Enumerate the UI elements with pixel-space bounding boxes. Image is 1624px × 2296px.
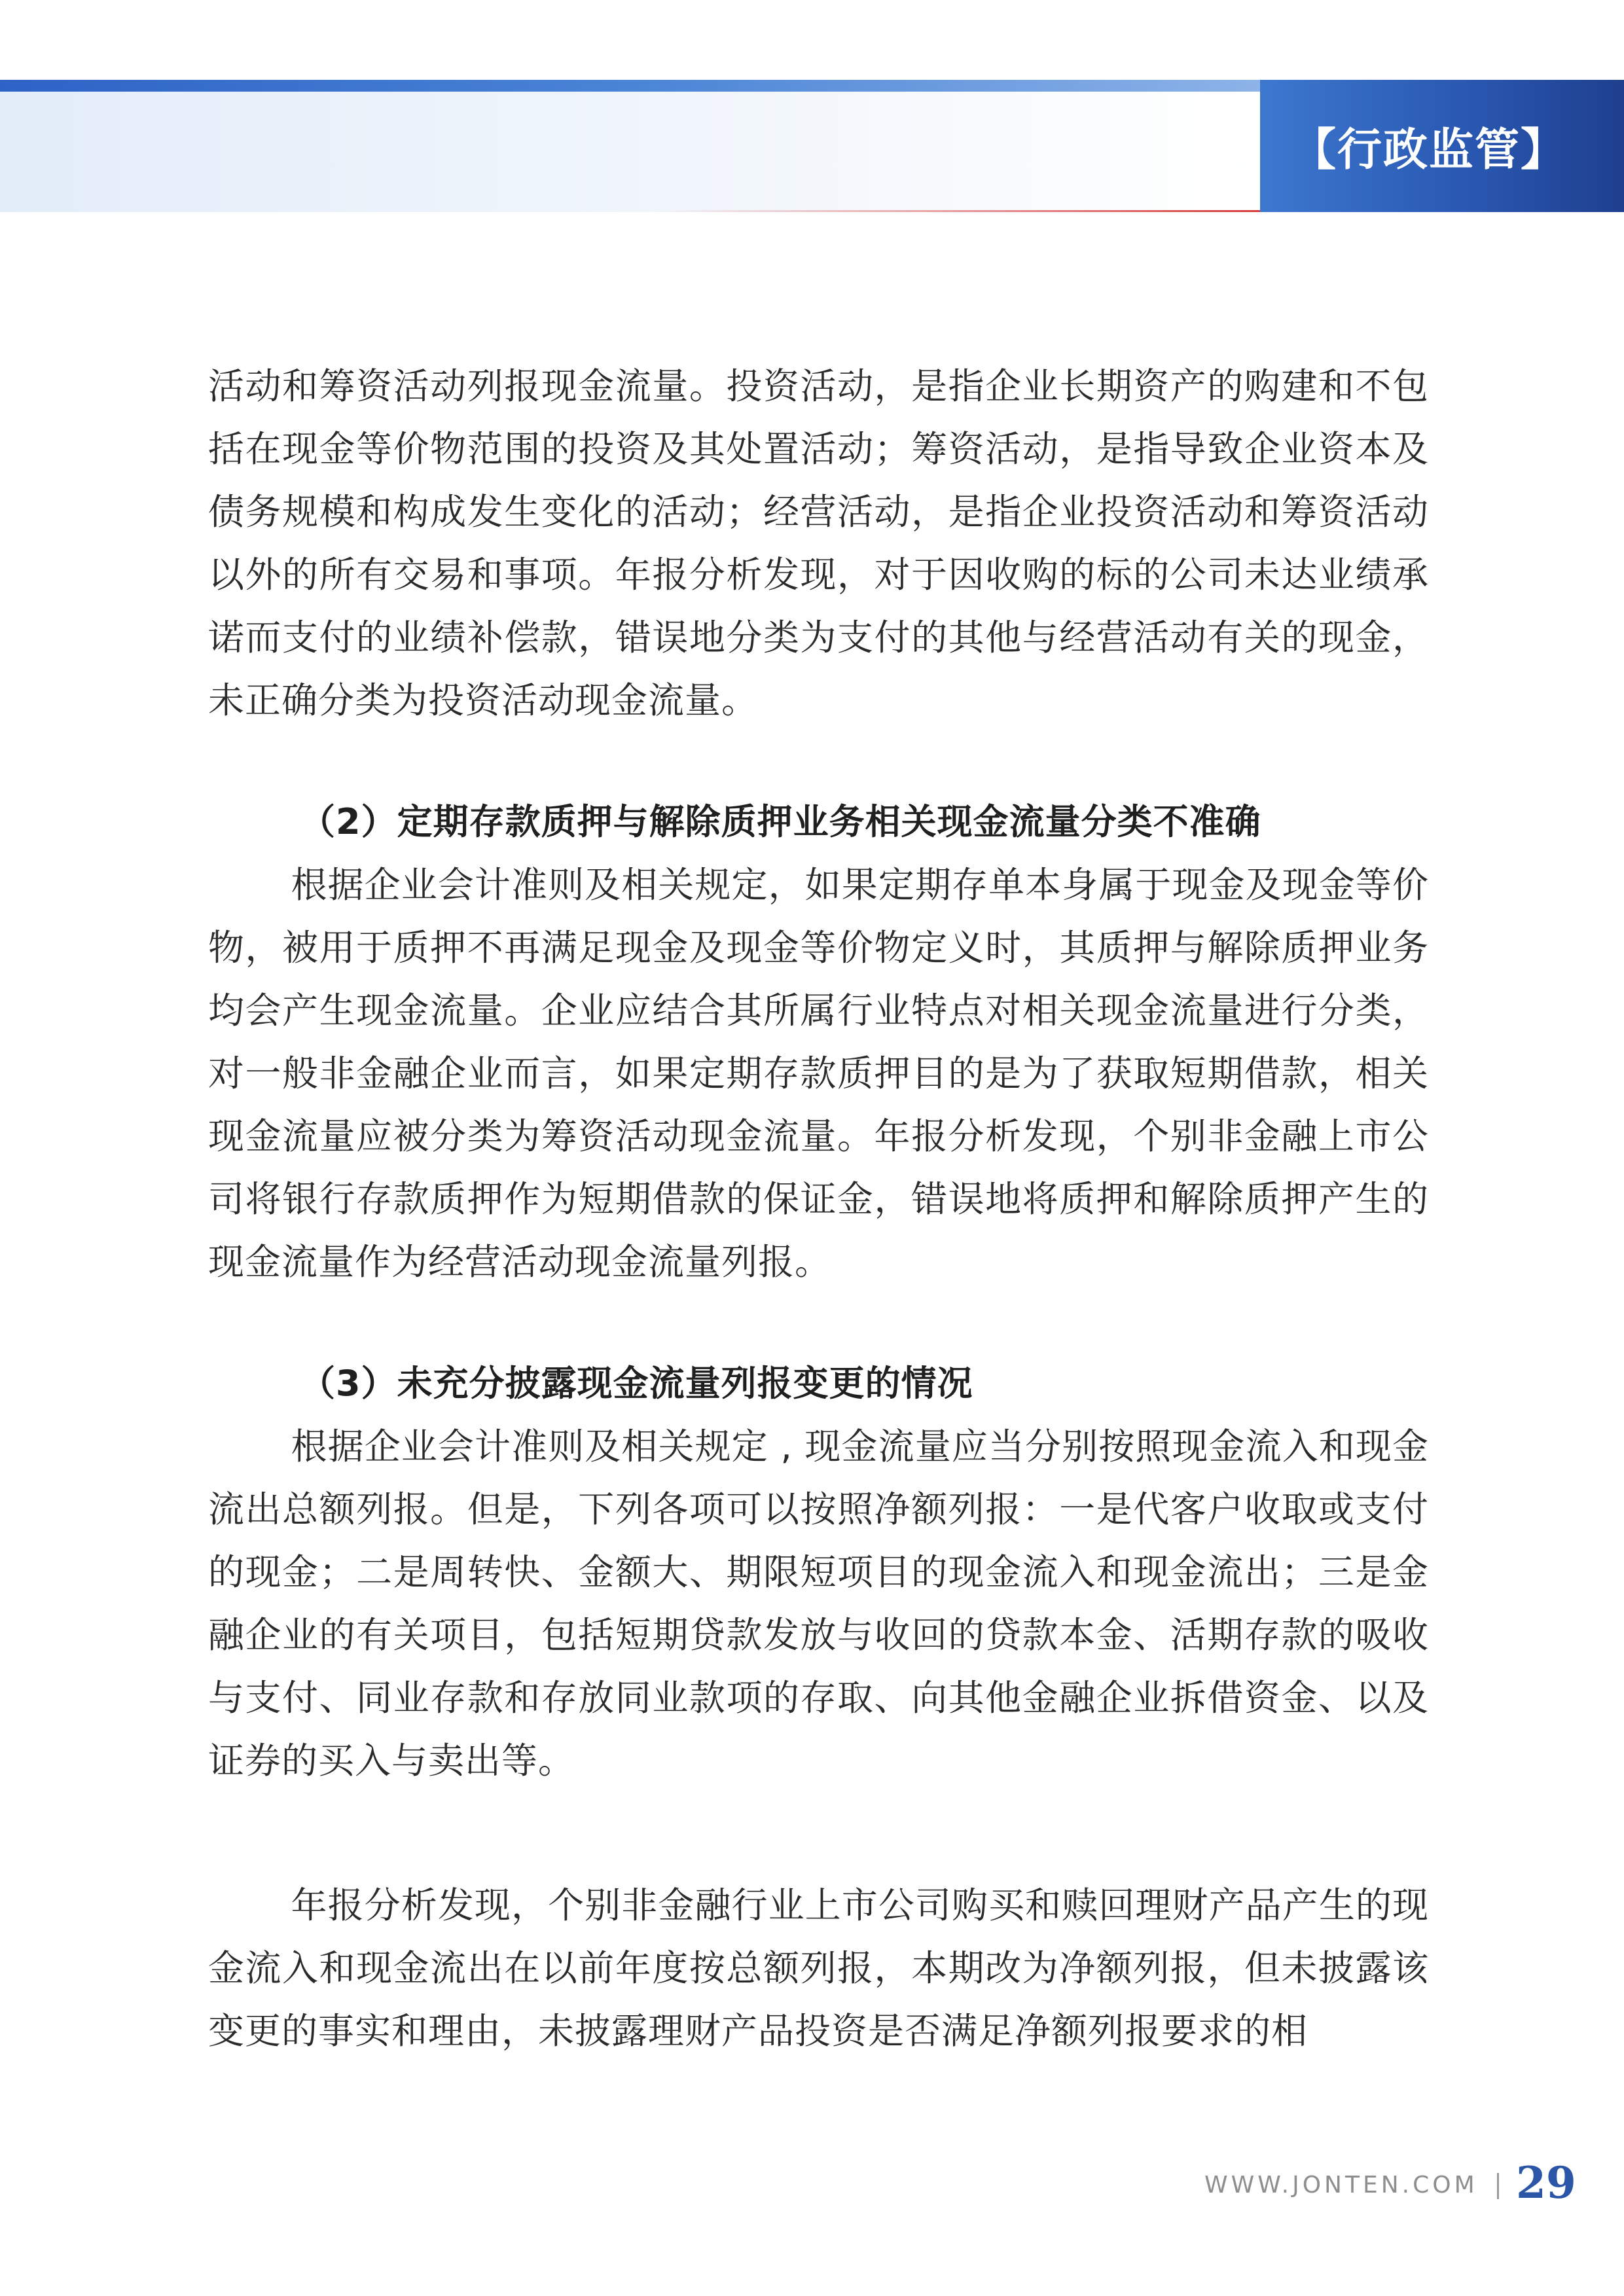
page-number: 29 (1516, 2157, 1576, 2208)
section-3-heading: （3）未充分披露现金流量列报变更的情况 (300, 1363, 973, 1404)
header-bottom-rule (655, 210, 1260, 212)
article-body (208, 355, 1429, 2062)
footer-separator (1497, 2173, 1499, 2199)
spacer (208, 1792, 1429, 1874)
section-2-heading: （2）定期存款质押与解除质押业务相关现金流量分类不准确 (300, 801, 1261, 842)
section-3-paragraph-1: 根据企业会计准则及相关规定 , 现金流量应当分别按照现金流入和现金流出总额列报。但是，下列各项可以按照净额列报：一是代客户收取或支付的现金；二是周转快、金额大、期限短项目的现金流入和现金流出；三是金融企业的有关项目，包括短期贷款发放与收回的贷款本金、活期存款的吸收与支付、同业存款和存放同业款项的存取、向其他金融企业拆借资金、以及证券的买入与卖出等。 (208, 1426, 1429, 1782)
section-3-paragraph-2: 年报分析发现，个别非金融行业上市公司购买和赎回理财产品产生的现金流入和现金流出在以前年度按总额列报，本期改为净额列报，但未披露该变更的事实和理由，未披露理财产品投资是否满足净额列报要求的相 (208, 1884, 1429, 2052)
header-top-rule (0, 80, 1260, 92)
section-tab (1260, 80, 1624, 212)
spacer (208, 1293, 1429, 1352)
section-label: 【行政监管】 (1291, 124, 1566, 176)
header-band (0, 80, 1260, 212)
footer-website: WWW.JONTEN.COM (1204, 2172, 1478, 2198)
intro-paragraph: 活动和筹资活动列报现金流量。投资活动，是指企业长期资产的购建和不包括在现金等价物范围的投资及其处置活动；筹资活动，是指导致企业资本及债务规模和构成发生变化的活动；经营活动，是指企业投资活动和筹资活动以外的所有交易和事项。年报分析发现，对于因收购的标的公司未达业绩承诺而支付的业绩补偿款，错误地分类为支付的其他与经营活动有关的现金，未正确分类为投资活动现金流量。 (208, 365, 1429, 721)
section-2-paragraph: 根据企业会计准则及相关规定，如果定期存单本身属于现金及现金等价物，被用于质押不再满足现金及现金等价物定义时，其质押与解除质押业务均会产生现金流量。企业应结合其所属行业特点对相关现金流量进行分类，对一般非金融企业而言，如果定期存款质押目的是为了获取短期借款，相关现金流量应被分类为筹资活动现金流量。年报分析发现，个别非金融上市公司将银行存款质押作为短期借款的保证金，错误地将质押和解除质押产生的现金流量作为经营活动现金流量列报。 (208, 864, 1429, 1283)
spacer (208, 732, 1429, 791)
